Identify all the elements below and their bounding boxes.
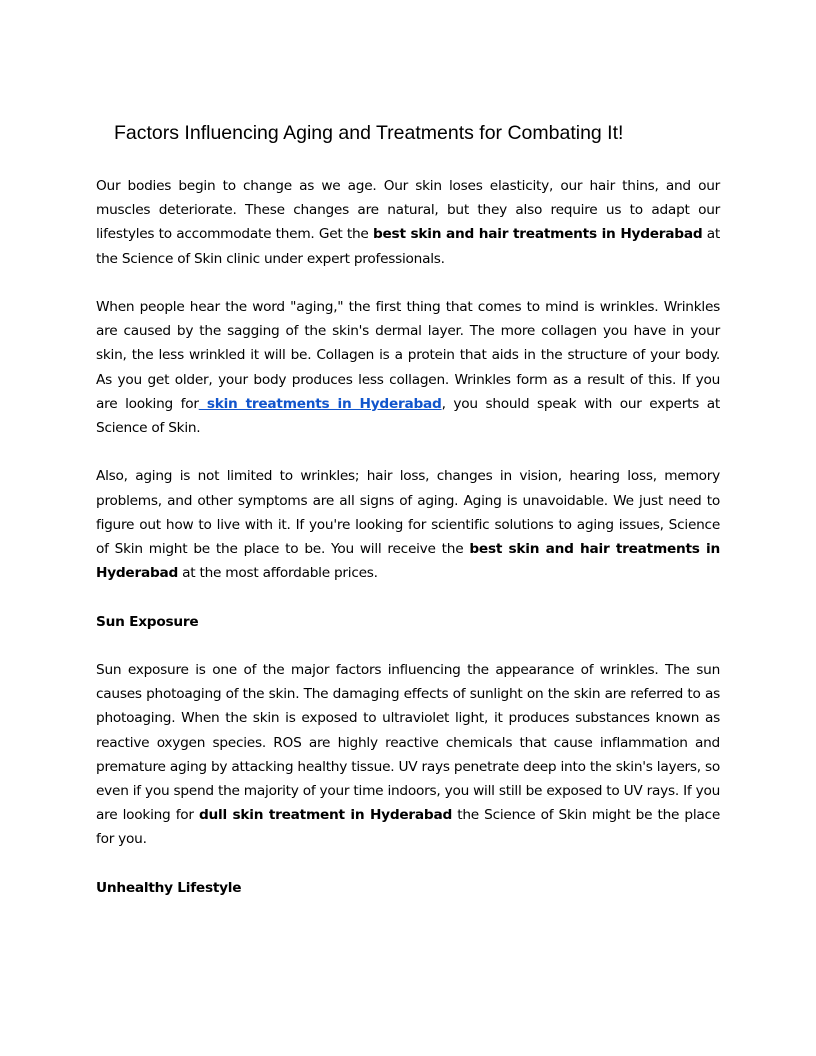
paragraph-sun-exposure — [96, 658, 720, 852]
paragraph-text: When people hear the word "aging," the first thing that comes to mind is wrinkles. Wrinkles are caused by the sagging of the skin's dermal layer. The more collagen you have in your skin, the less wrinkled it will be. Collagen is a protein that aids in the structure of your body. As you get older, your body produces less collagen. Wrinkles form as a result of this. If you are looking for — [96, 299, 720, 412]
heading-sun-exposure: Sun Exposure — [96, 613, 199, 630]
paragraph-wrinkles — [96, 295, 720, 440]
paragraph-intro — [96, 174, 720, 271]
paragraph-text: Sun exposure is one of the major factors influencing the appearance of wrinkles. The sun causes photoaging of the skin. The damaging effects of sunlight on the skin are referred to as photoaging. When the skin is exposed to ultraviolet light, it produces substances known as reactive oxygen species. ROS are highly reactive chemicals that cause inflammation and premature aging by attacking healthy tissue. UV rays penetrate deep into the skin's layers, so even if you spend the majority of your time indoors, you will still be exposed to UV rays. If you are looking for — [96, 662, 720, 824]
paragraph-aging-signs — [96, 464, 720, 585]
paragraph-text: , you should speak with our experts at Science of Skin. — [96, 395, 721, 437]
heading-unhealthy-lifestyle: Unhealthy Lifestyle — [96, 879, 242, 896]
paragraph-text: the Science of Skin might be the place for you. — [96, 807, 720, 848]
paragraph-text: at the Science of Skin clinic under expert professionals. — [96, 226, 720, 267]
paragraph-text: Also, aging is not limited to wrinkles; hair loss, changes in vision, hearing loss, memory problems, and other symptoms are all signs of aging. Aging is unavoidable. We just need to figure out how to live with it. If you're looking for scientific solutions to aging issues, Science of Skin might be the place to be. You will receive the — [96, 468, 720, 558]
bold-phrase: best skin and hair treatments in Hyderabad — [96, 541, 720, 582]
bold-phrase: dull skin treatment in Hyderabad — [198, 807, 452, 824]
document-title: Factors Influencing Aging and Treatments for Combating It! — [114, 122, 624, 144]
bold-phrase: best skin and hair treatments in Hyderabad — [372, 226, 703, 243]
skin-treatments-link[interactable]: skin treatments in Hyderabad — [198, 395, 442, 412]
paragraph-text: at the most affordable prices. — [178, 565, 378, 582]
paragraph-text: Our bodies begin to change as we age. Our skin loses elasticity, our hair thins, and our muscles deteriorate. These changes are natural, but they also require us to adapt our lifestyles to accommodate them. Get the — [96, 178, 720, 243]
document-body — [96, 174, 720, 924]
